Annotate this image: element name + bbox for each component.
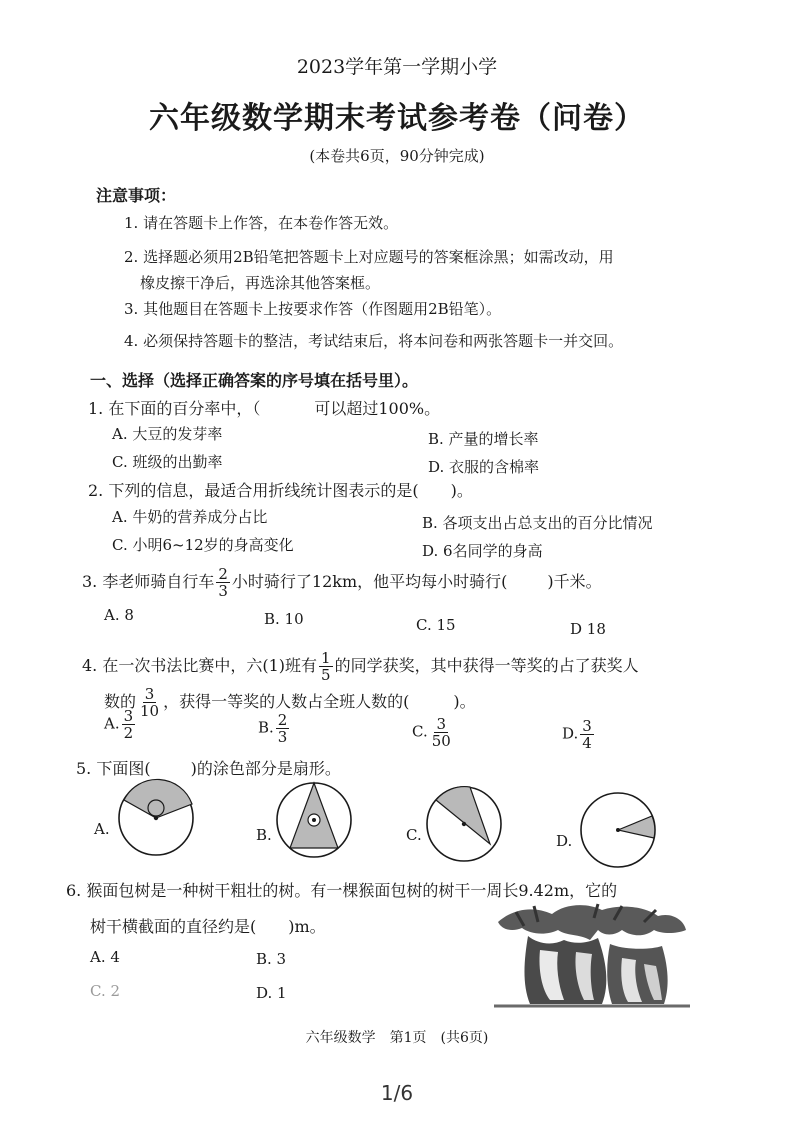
baobab-canopy (498, 905, 686, 940)
q5-d-shaded-sector (618, 816, 655, 838)
notes-heading: 注意事项： (96, 186, 177, 205)
q3-frac-numerator: 2 (218, 565, 228, 583)
q4-frac1-denominator: 5 (321, 666, 331, 684)
q4-option-a-label: A. (104, 714, 120, 733)
note-item-4: 4. 必须保持答题卡的整洁，考试结束后，将本问卷和两张答题卡一并交回。 (124, 332, 624, 350)
question-4-stem-line-1 (82, 650, 639, 683)
q6-option-a: A. 4 (90, 948, 120, 966)
question-1-stem (88, 396, 440, 419)
q1-option-c: C. 班级的出勤率 (112, 453, 223, 471)
q4-frac1-numerator: 1 (321, 649, 331, 667)
q4-option-b-denominator: 3 (277, 728, 288, 746)
q4-line2-end: )。 (453, 692, 476, 711)
section-1-heading: 一、选择（选择正确答案的序号填在括号里）。 (90, 371, 419, 390)
pages-note: (本卷共6页，90分钟完成) (309, 147, 485, 165)
q5-option-a-label: A. (94, 820, 110, 838)
q1-option-b: B. 产量的增长率 (428, 430, 539, 448)
q3-fraction (216, 566, 230, 599)
q4-line2-post: ，获得一等奖的人数占全班人数的( (163, 692, 410, 711)
q3-stem-pre: 3. 李老师骑自行车 (82, 572, 215, 591)
q4-option-b-fraction (276, 712, 290, 745)
q5-option-b-label: B. (256, 826, 272, 844)
q4-frac2-numerator: 3 (144, 685, 155, 703)
q3-stem-end: )千米。 (547, 572, 602, 591)
q1-stem-pre: 1. 在下面的百分率中，（ (88, 399, 261, 418)
q5-figure-b (274, 780, 354, 860)
q4-frac2-denominator: 10 (140, 702, 160, 720)
note-item-2: 2. 选择题必须用2B铅笔把答题卡上对应题号的答案框涂黑；如需改动，用 (124, 248, 614, 266)
q4-fraction-2 (138, 686, 161, 719)
q4-option-b-numerator: 2 (277, 711, 288, 729)
q4-option-a-fraction (122, 708, 136, 741)
q5-figure-d (578, 790, 658, 870)
q5-a-center-dot (154, 816, 158, 820)
q3-option-b: B. 10 (264, 610, 304, 628)
q5-b-center-dot (312, 818, 316, 822)
q1-stem-post: 可以超过100%。 (314, 399, 441, 418)
question-6-stem-line-2: 树干横截面的直径约是( )m。 (90, 917, 326, 936)
q4-option-b-label: B. (258, 718, 274, 737)
note-item-3: 3. 其他题目在答题卡上按要求作答（作图题用2B铅笔）。 (124, 300, 502, 318)
baobab-trunk-1 (525, 936, 607, 1004)
q5-c-center-dot (462, 822, 466, 826)
q4-stem-mid: 的同学获奖，其中获得一等奖的占了获奖人 (334, 656, 639, 675)
question-5-stem (76, 756, 341, 779)
q1-option-a: A. 大豆的发芽率 (112, 425, 223, 443)
note-item-2-cont: 橡皮擦干净后，再选涂其他答案框。 (140, 274, 381, 292)
q4-option-d (562, 718, 596, 751)
q6-option-d: D. 1 (256, 984, 287, 1002)
question-6-stem-line-1: 6. 猴面包树是一种树干粗壮的树。有一棵猴面包树的树干一周长9.42m，它的 (66, 881, 618, 900)
q4-line2-pre: 数的 (104, 692, 137, 711)
q2-option-a: A. 牛奶的营养成分占比 (112, 508, 268, 526)
q4-stem-pre: 4. 在一次书法比赛中，六(1)班有 (82, 656, 318, 675)
note-item-1: 1. 请在答题卡上作答，在本卷作答无效。 (124, 214, 399, 232)
q3-frac-denominator: 3 (218, 582, 228, 600)
q2-option-b: B. 各项支出占总支出的百分比情况 (422, 514, 653, 532)
q4-option-b (258, 712, 291, 745)
q3-option-a: A. 8 (104, 606, 134, 624)
q6-option-b: B. 3 (256, 950, 287, 968)
q4-option-a-numerator: 3 (123, 707, 134, 725)
baobab-tree-illustration (494, 900, 690, 1012)
page-indicator: 1/6 (380, 1081, 414, 1105)
q4-option-c (412, 716, 455, 749)
q3-option-c: C. 15 (416, 616, 456, 634)
q5-stem-post: )的涂色部分是扇形。 (190, 759, 341, 778)
exam-title: 六年级数学期末考试参考卷（问卷） (149, 101, 645, 136)
q2-option-d: D. 6名同学的身高 (422, 542, 543, 560)
q4-option-c-numerator: 3 (436, 715, 447, 733)
question-2-stem: 2. 下列的信息，最适合用折线统计图表示的是( )。 (88, 481, 473, 500)
q4-option-d-label: D. (562, 724, 579, 743)
page-footer: 六年级数学 第1页 (共6页) (305, 1030, 489, 1046)
q5-d-center-dot (616, 828, 620, 832)
q4-fraction-1 (319, 650, 333, 683)
q5-figure-a (116, 778, 196, 858)
q4-option-a (104, 708, 137, 741)
q5-option-c-label: C. (406, 826, 422, 844)
q4-option-c-label: C. (412, 722, 428, 741)
q4-option-d-denominator: 4 (582, 734, 592, 752)
q5-a-shaded-region (124, 779, 192, 818)
q3-option-d: D 18 (570, 620, 606, 638)
q5-c-shaded-region (436, 787, 490, 844)
q3-stem-post: 小时骑行了12km，他平均每小时骑行( (231, 572, 508, 591)
q4-option-c-denominator: 50 (431, 732, 451, 750)
q4-option-d-fraction (580, 718, 594, 751)
q4-option-d-numerator: 3 (582, 717, 592, 735)
q4-option-c-fraction (430, 716, 453, 749)
q1-option-d: D. 衣服的含棉率 (428, 458, 540, 476)
q6-option-c: C. 2 (90, 982, 121, 1000)
q5-stem-pre: 5. 下面图( (76, 759, 151, 778)
exam-subtitle: 2023学年第一学期小学 (296, 56, 498, 78)
q5-option-d-label: D. (556, 832, 573, 850)
question-3-stem (82, 566, 602, 599)
q4-option-a-denominator: 2 (123, 724, 134, 742)
q5-figure-c (424, 784, 504, 864)
q2-option-c: C. 小明6~12岁的身高变化 (112, 536, 294, 554)
